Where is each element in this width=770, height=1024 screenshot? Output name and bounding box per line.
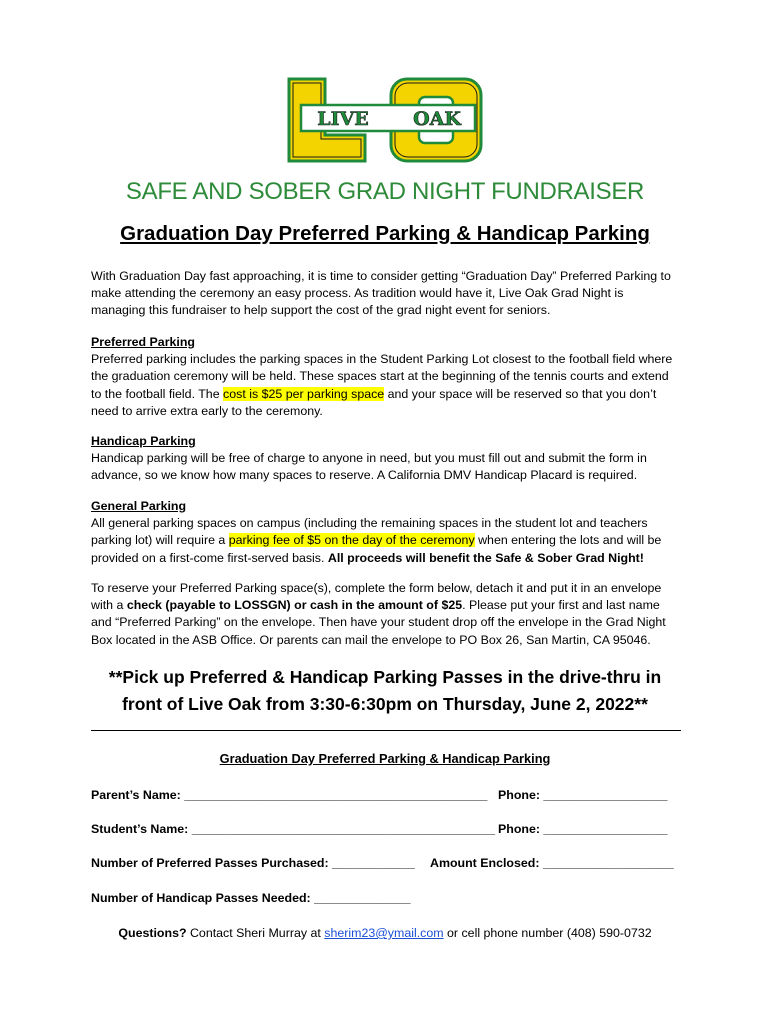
preferred-passes-field[interactable]: Number of Preferred Passes Purchased: ____________ (91, 856, 415, 870)
preferred-text-a: Preferred parking includes the parking spaces in the Student Parking Lot closest to the football field where the graduation ceremony will be held. These spaces start at the beginning of the tennis courts and extend to the football field. The (91, 352, 673, 401)
parent-name-field[interactable]: Parent’s Name: ____________________________________________ (91, 788, 488, 802)
reserve-section (91, 580, 681, 649)
preferred-text-b: and your space will be reserved so that you don’t need to arrive extra early to the ceremony. (91, 386, 657, 418)
pickup-notice-line2: front of Live Oak from 3:30-6:30pm on Thursday, June 2, 2022** (122, 694, 648, 714)
contact-email-link[interactable]: sherim23@ymail.com (324, 926, 444, 940)
reserve-text (91, 580, 681, 649)
general-proceeds: All proceeds will benefit the Safe & Sober Grad Night! (327, 550, 644, 565)
logo-word-live: LIVE (317, 108, 369, 130)
questions-text-b: or cell phone number (408) 590-0732 (443, 926, 652, 940)
handicap-passes-field[interactable]: Number of Handicap Passes Needed: ______________ (91, 891, 411, 905)
handicap-section (91, 433, 681, 485)
live-oak-logo (287, 77, 483, 163)
general-text (91, 515, 681, 567)
page-title: Graduation Day Preferred Parking & Handicap Parking (120, 222, 650, 245)
general-heading: General Parking (91, 499, 187, 513)
reserve-payment: check (payable to LOSSGN) or cash in the amount of $25 (126, 598, 463, 613)
logo-word-oak: OAK (413, 108, 461, 130)
general-fee-highlight: parking fee of $5 on the day of the ceremony (228, 533, 475, 548)
preferred-heading: Preferred Parking (91, 335, 195, 349)
preferred-text (91, 351, 681, 420)
handicap-text: Handicap parking will be free of charge to anyone in need, but you must fill out and submit the form in advance, so we know how many spaces to reserve. A California DMV Handicap Placard is required. (91, 451, 647, 483)
questions-line (0, 926, 770, 940)
amount-enclosed-field[interactable]: Amount Enclosed: ___________________ (430, 856, 674, 870)
handicap-heading: Handicap Parking (91, 434, 196, 448)
reserve-text-b: . Please put your first and last name and “Preferred Parking” on the envelope. Then have your student drop off the envelope in the Grad Night Box located in the ASB Office. Or parents can mail the envelope to PO Box 26, San Martin, CA 95046. (91, 598, 666, 647)
questions-text-a: Contact Sheri Murray at (186, 926, 325, 940)
general-text-b: when entering the lots and will be provided on a first-come first-served basis. (91, 533, 662, 565)
intro-paragraph (91, 268, 681, 320)
student-name-field[interactable]: Student’s Name: ____________________________________________ (91, 822, 495, 836)
pickup-notice-line1: **Pick up Preferred & Handicap Parking Passes in the drive-thru in (108, 667, 662, 687)
intro-text: With Graduation Day fast approaching, it is time to consider getting “Graduation Day” Preferred Parking to make attending the ceremony an easy process. As tradition would have it, Live Oak Grad Night is managing this fundraiser to help support the cost of the grad night event for seniors. (91, 269, 671, 318)
general-section (91, 498, 681, 567)
questions-label: Questions? (118, 926, 187, 940)
fundraiser-title: SAFE AND SOBER GRAD NIGHT FUNDRAISER (125, 178, 645, 205)
general-text-a: All general parking spaces on campus (including the remaining spaces in the student lot and teachers parking lot) will require a (91, 516, 648, 548)
parent-phone-field[interactable]: Phone: __________________ (498, 788, 668, 802)
preferred-cost-highlight: cost is $25 per parking space (223, 386, 385, 401)
reserve-text-a: To reserve your Preferred Parking space(s), complete the form below, detach it and put it in an envelope with a (91, 581, 662, 613)
preferred-section (91, 334, 681, 420)
detach-line (91, 730, 681, 731)
student-phone-field[interactable]: Phone: __________________ (498, 822, 668, 836)
form-title: Graduation Day Preferred Parking & Handicap Parking (219, 751, 551, 766)
pickup-notice (80, 664, 690, 718)
